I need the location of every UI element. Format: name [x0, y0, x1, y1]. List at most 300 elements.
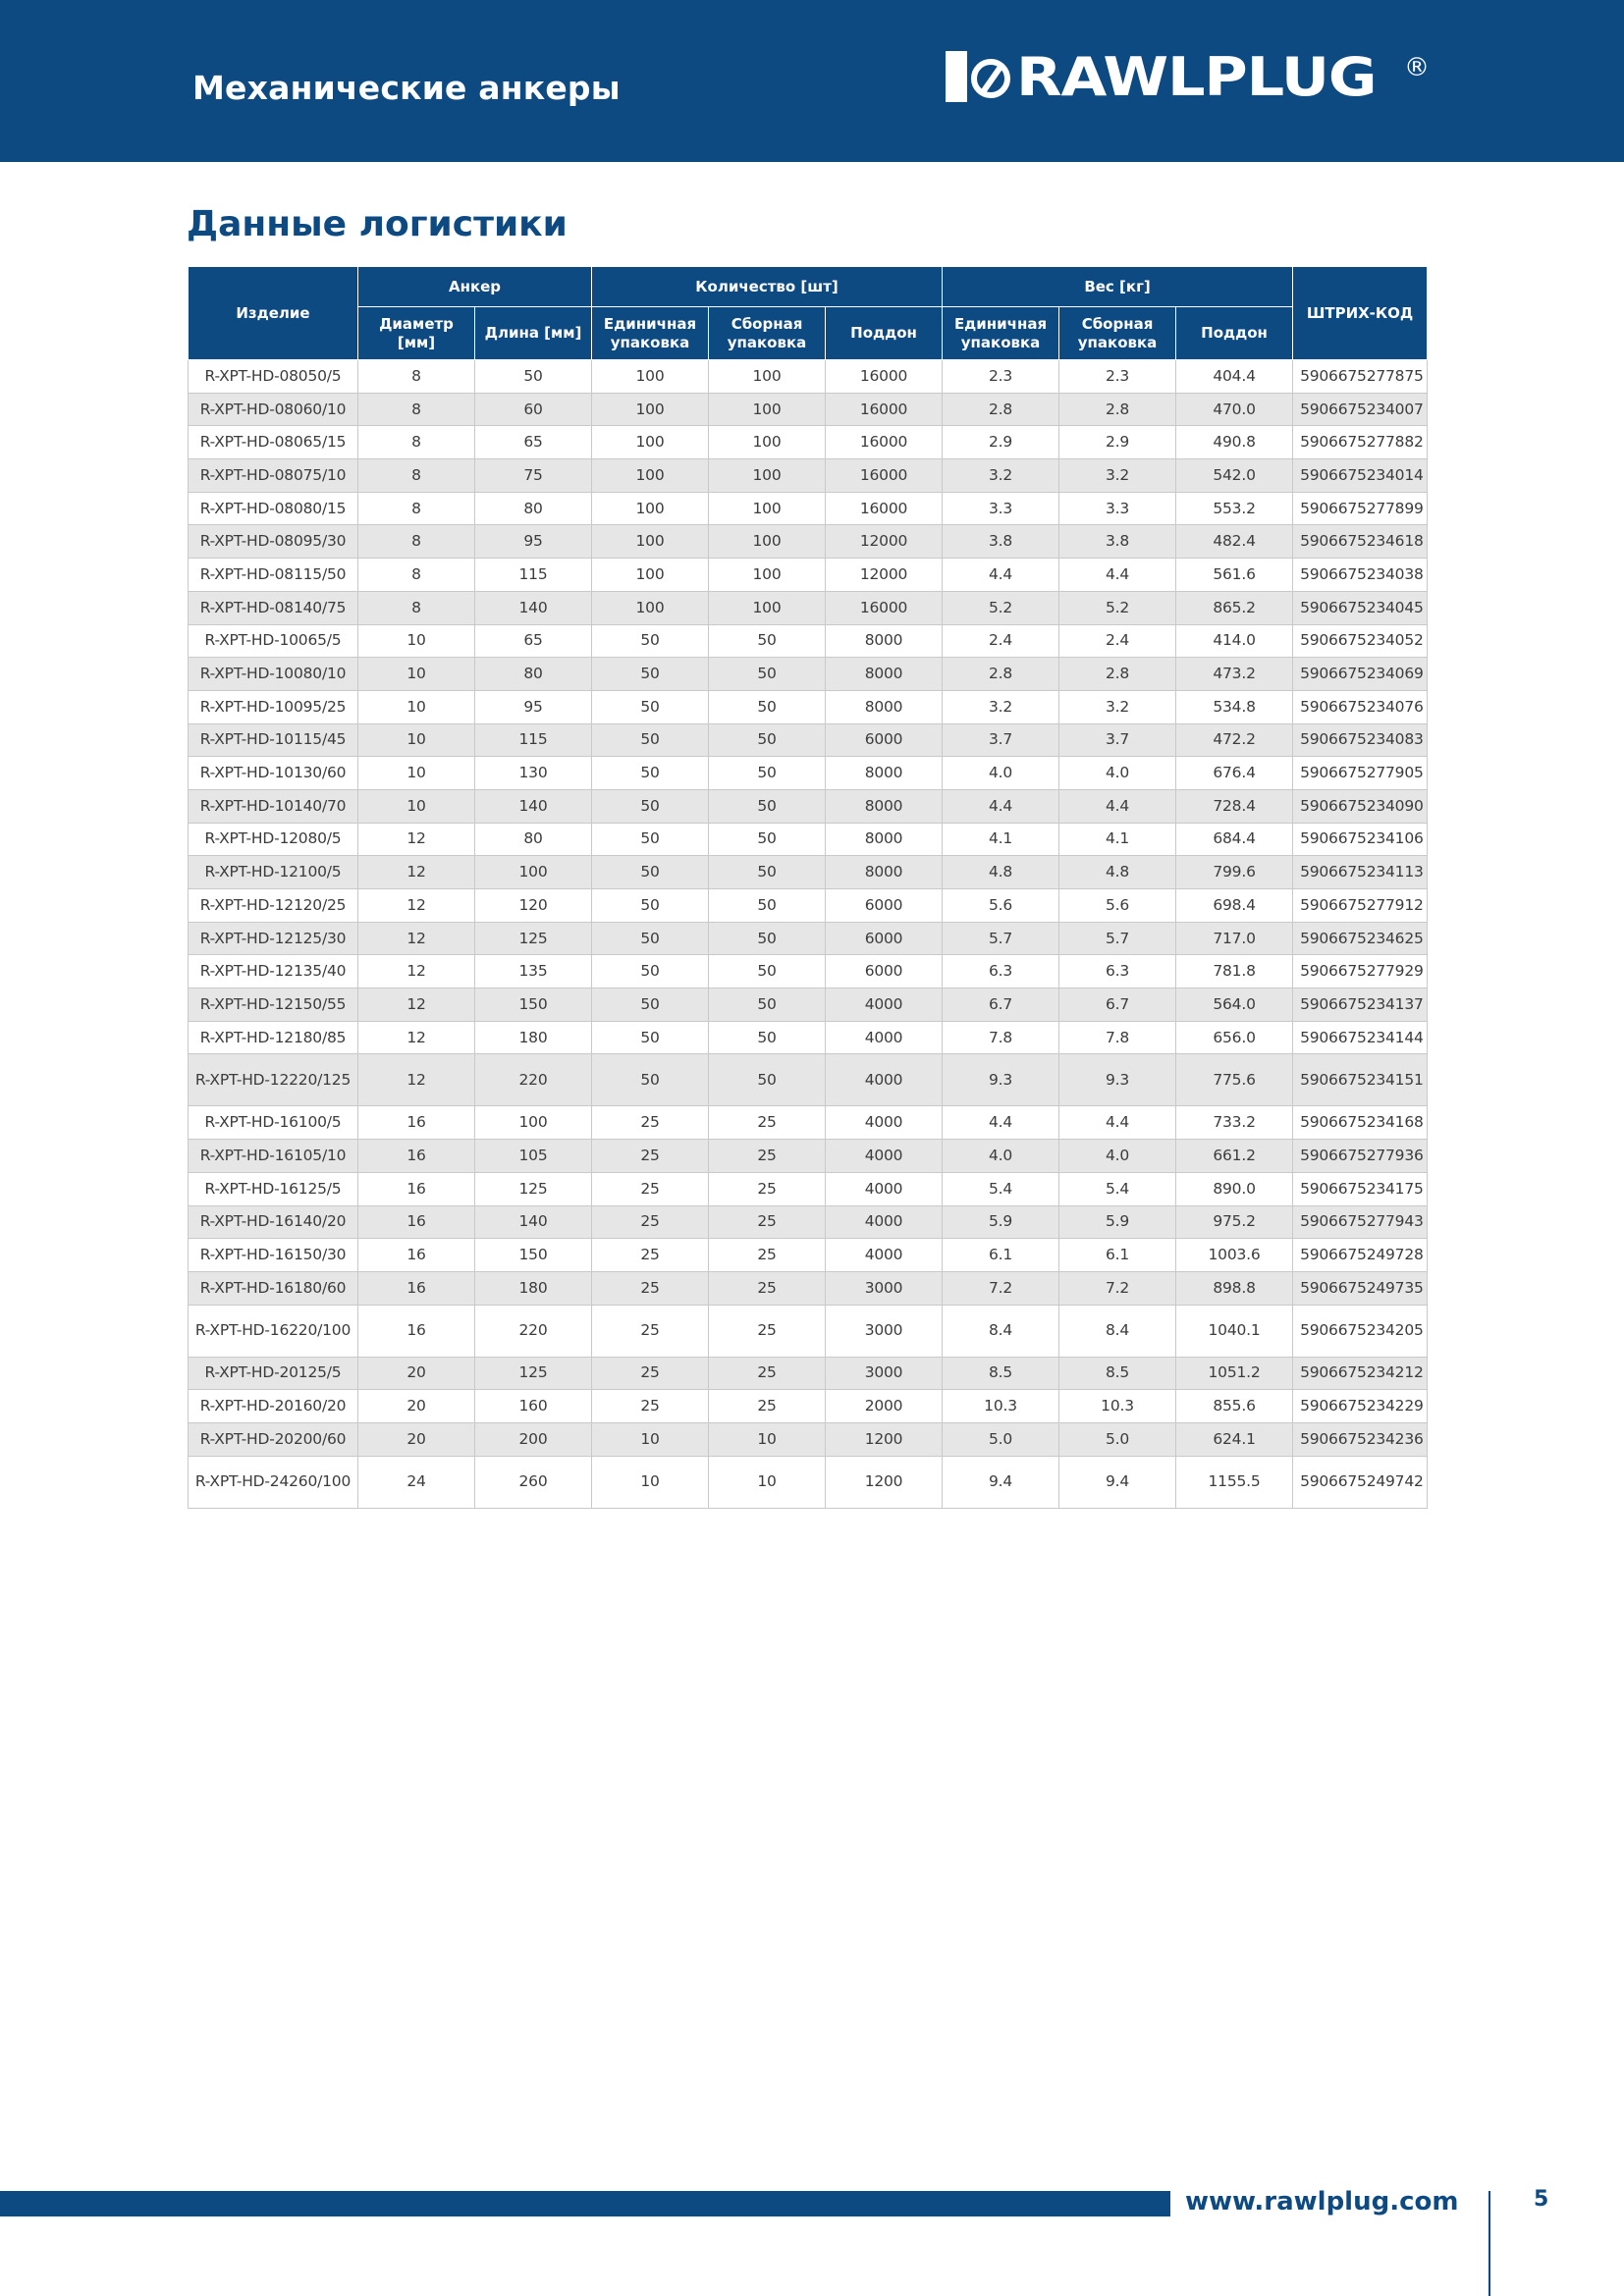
header-row-columns: [189, 307, 1428, 360]
barcode-cell: 5906675234090: [1293, 789, 1428, 823]
weight-unit-pack-cell: 5.6: [943, 889, 1059, 923]
qty-pallet-cell: 4000: [826, 1205, 943, 1239]
diameter-cell: 8: [358, 459, 475, 493]
weight-collective-pack-cell: 10.3: [1059, 1390, 1176, 1423]
qty-collective-pack-cell: 100: [709, 591, 826, 624]
product-cell: R-XPT-HD-16100/5: [189, 1106, 358, 1140]
weight-collective-pack-cell: 3.2: [1059, 690, 1176, 723]
weight-unit-pack-cell: 5.4: [943, 1172, 1059, 1205]
qty-unit-pack-cell: 100: [592, 426, 709, 459]
length-cell: 100: [475, 1106, 592, 1140]
table-row: [189, 823, 1428, 856]
length-cell: 160: [475, 1390, 592, 1423]
qty-unit-pack-cell: 25: [592, 1172, 709, 1205]
length-cell: 65: [475, 426, 592, 459]
qty-unit-pack-cell: 10: [592, 1456, 709, 1508]
product-cell: R-XPT-HD-10115/45: [189, 723, 358, 757]
qty-unit-pack-cell: 25: [592, 1205, 709, 1239]
qty-collective-pack-cell: 50: [709, 988, 826, 1022]
diameter-cell: 8: [358, 591, 475, 624]
qty-unit-pack-cell: 100: [592, 393, 709, 426]
length-cell: 95: [475, 525, 592, 559]
barcode-cell: 5906675234229: [1293, 1390, 1428, 1423]
weight-collective-pack-cell: 3.2: [1059, 459, 1176, 493]
qty-collective-pack-cell: 50: [709, 922, 826, 955]
barcode-cell: 5906675277899: [1293, 492, 1428, 525]
table-row: [189, 360, 1428, 394]
weight-pallet-cell: 564.0: [1176, 988, 1293, 1022]
weight-unit-pack-cell: 2.8: [943, 393, 1059, 426]
col-header-weight-unit-pack: Единичная упаковка: [943, 307, 1059, 360]
qty-unit-pack-cell: 25: [592, 1140, 709, 1173]
table-row: [189, 1021, 1428, 1054]
barcode-cell: 5906675234069: [1293, 658, 1428, 691]
product-cell: R-XPT-HD-08095/30: [189, 525, 358, 559]
weight-collective-pack-cell: 7.8: [1059, 1021, 1176, 1054]
header-band: [0, 0, 1624, 162]
qty-unit-pack-cell: 50: [592, 823, 709, 856]
table-row: [189, 459, 1428, 493]
qty-collective-pack-cell: 50: [709, 658, 826, 691]
length-cell: 140: [475, 789, 592, 823]
barcode-cell: 5906675234052: [1293, 624, 1428, 658]
qty-pallet-cell: 4000: [826, 1140, 943, 1173]
barcode-cell: 5906675234007: [1293, 393, 1428, 426]
weight-pallet-cell: 775.6: [1176, 1054, 1293, 1106]
qty-pallet-cell: 16000: [826, 459, 943, 493]
diameter-cell: 12: [358, 922, 475, 955]
weight-unit-pack-cell: 6.7: [943, 988, 1059, 1022]
weight-unit-pack-cell: 3.8: [943, 525, 1059, 559]
product-cell: R-XPT-HD-10095/25: [189, 690, 358, 723]
qty-pallet-cell: 8000: [826, 789, 943, 823]
product-cell: R-XPT-HD-08065/15: [189, 426, 358, 459]
weight-collective-pack-cell: 4.4: [1059, 789, 1176, 823]
weight-pallet-cell: 470.0: [1176, 393, 1293, 426]
weight-pallet-cell: 799.6: [1176, 856, 1293, 889]
logo-circle-icon: [971, 59, 1010, 98]
qty-unit-pack-cell: 25: [592, 1390, 709, 1423]
qty-collective-pack-cell: 50: [709, 723, 826, 757]
col-header-qty-pallet: Поддон: [826, 307, 943, 360]
weight-collective-pack-cell: 5.9: [1059, 1205, 1176, 1239]
col-header-product: Изделие: [189, 267, 358, 360]
table-row: [189, 658, 1428, 691]
diameter-cell: 8: [358, 393, 475, 426]
weight-unit-pack-cell: 8.4: [943, 1305, 1059, 1357]
length-cell: 75: [475, 459, 592, 493]
weight-pallet-cell: 698.4: [1176, 889, 1293, 923]
qty-pallet-cell: 12000: [826, 559, 943, 592]
weight-unit-pack-cell: 3.3: [943, 492, 1059, 525]
qty-pallet-cell: 4000: [826, 988, 943, 1022]
length-cell: 180: [475, 1271, 592, 1305]
col-group-quantity: Количество [шт]: [592, 267, 943, 307]
length-cell: 180: [475, 1021, 592, 1054]
weight-unit-pack-cell: 4.8: [943, 856, 1059, 889]
product-cell: R-XPT-HD-08060/10: [189, 393, 358, 426]
qty-unit-pack-cell: 25: [592, 1239, 709, 1272]
table-row: [189, 889, 1428, 923]
weight-collective-pack-cell: 9.4: [1059, 1456, 1176, 1508]
length-cell: 50: [475, 360, 592, 394]
barcode-cell: 5906675234045: [1293, 591, 1428, 624]
weight-collective-pack-cell: 6.7: [1059, 988, 1176, 1022]
barcode-cell: 5906675277875: [1293, 360, 1428, 394]
weight-collective-pack-cell: 3.3: [1059, 492, 1176, 525]
table-row: [189, 789, 1428, 823]
footer-website-link[interactable]: www.rawlplug.com: [1185, 2187, 1459, 2216]
table-row: [189, 1390, 1428, 1423]
qty-collective-pack-cell: 100: [709, 393, 826, 426]
qty-pallet-cell: 8000: [826, 658, 943, 691]
weight-unit-pack-cell: 9.3: [943, 1054, 1059, 1106]
weight-unit-pack-cell: 9.4: [943, 1456, 1059, 1508]
length-cell: 135: [475, 955, 592, 988]
weight-unit-pack-cell: 4.0: [943, 757, 1059, 790]
weight-pallet-cell: 684.4: [1176, 823, 1293, 856]
barcode-cell: 5906675234205: [1293, 1305, 1428, 1357]
weight-collective-pack-cell: 4.4: [1059, 1106, 1176, 1140]
barcode-cell: 5906675234625: [1293, 922, 1428, 955]
weight-pallet-cell: 975.2: [1176, 1205, 1293, 1239]
qty-collective-pack-cell: 100: [709, 426, 826, 459]
qty-unit-pack-cell: 100: [592, 525, 709, 559]
product-cell: R-XPT-HD-16220/100: [189, 1305, 358, 1357]
diameter-cell: 10: [358, 624, 475, 658]
weight-unit-pack-cell: 4.1: [943, 823, 1059, 856]
weight-collective-pack-cell: 4.4: [1059, 559, 1176, 592]
table-row: [189, 1239, 1428, 1272]
qty-collective-pack-cell: 100: [709, 360, 826, 394]
col-group-anchor: Анкер: [358, 267, 592, 307]
weight-collective-pack-cell: 3.8: [1059, 525, 1176, 559]
col-group-weight: Вес [кг]: [943, 267, 1293, 307]
qty-pallet-cell: 8000: [826, 624, 943, 658]
product-cell: R-XPT-HD-08140/75: [189, 591, 358, 624]
length-cell: 60: [475, 393, 592, 426]
product-cell: R-XPT-HD-20160/20: [189, 1390, 358, 1423]
table-row: [189, 757, 1428, 790]
table-row: [189, 1054, 1428, 1106]
length-cell: 125: [475, 1172, 592, 1205]
product-cell: R-XPT-HD-08050/5: [189, 360, 358, 394]
diameter-cell: 12: [358, 988, 475, 1022]
weight-unit-pack-cell: 4.0: [943, 1140, 1059, 1173]
col-header-barcode: ШТРИХ-КОД: [1293, 267, 1428, 360]
table-row: [189, 1422, 1428, 1456]
weight-unit-pack-cell: 7.2: [943, 1271, 1059, 1305]
qty-pallet-cell: 16000: [826, 492, 943, 525]
weight-pallet-cell: 414.0: [1176, 624, 1293, 658]
qty-pallet-cell: 3000: [826, 1271, 943, 1305]
weight-pallet-cell: 855.6: [1176, 1390, 1293, 1423]
qty-collective-pack-cell: 50: [709, 955, 826, 988]
qty-unit-pack-cell: 50: [592, 889, 709, 923]
table-row: [189, 426, 1428, 459]
qty-unit-pack-cell: 100: [592, 459, 709, 493]
length-cell: 140: [475, 591, 592, 624]
table-body: [189, 360, 1428, 1509]
weight-unit-pack-cell: 3.2: [943, 690, 1059, 723]
weight-pallet-cell: 676.4: [1176, 757, 1293, 790]
table-row: [189, 1205, 1428, 1239]
diameter-cell: 20: [358, 1357, 475, 1390]
length-cell: 220: [475, 1305, 592, 1357]
qty-collective-pack-cell: 50: [709, 856, 826, 889]
qty-collective-pack-cell: 25: [709, 1106, 826, 1140]
barcode-cell: 5906675234038: [1293, 559, 1428, 592]
length-cell: 140: [475, 1205, 592, 1239]
product-cell: R-XPT-HD-12220/125: [189, 1054, 358, 1106]
col-header-diameter: Диаметр [мм]: [358, 307, 475, 360]
qty-collective-pack-cell: 10: [709, 1456, 826, 1508]
qty-unit-pack-cell: 50: [592, 922, 709, 955]
diameter-cell: 16: [358, 1106, 475, 1140]
weight-pallet-cell: 534.8: [1176, 690, 1293, 723]
table-row: [189, 591, 1428, 624]
diameter-cell: 12: [358, 856, 475, 889]
weight-unit-pack-cell: 2.3: [943, 360, 1059, 394]
diameter-cell: 10: [358, 789, 475, 823]
barcode-cell: 5906675234236: [1293, 1422, 1428, 1456]
qty-unit-pack-cell: 50: [592, 624, 709, 658]
qty-collective-pack-cell: 25: [709, 1239, 826, 1272]
weight-unit-pack-cell: 5.7: [943, 922, 1059, 955]
barcode-cell: 5906675249728: [1293, 1239, 1428, 1272]
barcode-cell: 5906675234014: [1293, 459, 1428, 493]
diameter-cell: 16: [358, 1205, 475, 1239]
qty-pallet-cell: 12000: [826, 525, 943, 559]
weight-collective-pack-cell: 5.6: [1059, 889, 1176, 923]
diameter-cell: 16: [358, 1172, 475, 1205]
qty-unit-pack-cell: 25: [592, 1271, 709, 1305]
table-row: [189, 525, 1428, 559]
table-row: [189, 1357, 1428, 1390]
qty-unit-pack-cell: 50: [592, 789, 709, 823]
qty-collective-pack-cell: 100: [709, 525, 826, 559]
weight-unit-pack-cell: 6.3: [943, 955, 1059, 988]
diameter-cell: 12: [358, 1054, 475, 1106]
weight-pallet-cell: 661.2: [1176, 1140, 1293, 1173]
product-cell: R-XPT-HD-10140/70: [189, 789, 358, 823]
qty-unit-pack-cell: 50: [592, 988, 709, 1022]
qty-unit-pack-cell: 50: [592, 690, 709, 723]
product-cell: R-XPT-HD-12135/40: [189, 955, 358, 988]
weight-pallet-cell: 1003.6: [1176, 1239, 1293, 1272]
qty-pallet-cell: 6000: [826, 955, 943, 988]
qty-pallet-cell: 4000: [826, 1054, 943, 1106]
barcode-cell: 5906675277912: [1293, 889, 1428, 923]
length-cell: 130: [475, 757, 592, 790]
col-header-weight-pallet: Поддон: [1176, 307, 1293, 360]
table-row: [189, 922, 1428, 955]
qty-collective-pack-cell: 50: [709, 889, 826, 923]
qty-pallet-cell: 4000: [826, 1239, 943, 1272]
qty-collective-pack-cell: 50: [709, 1054, 826, 1106]
weight-unit-pack-cell: 4.4: [943, 1106, 1059, 1140]
qty-pallet-cell: 8000: [826, 690, 943, 723]
qty-pallet-cell: 16000: [826, 591, 943, 624]
weight-pallet-cell: 781.8: [1176, 955, 1293, 988]
qty-unit-pack-cell: 50: [592, 856, 709, 889]
barcode-cell: 5906675234151: [1293, 1054, 1428, 1106]
weight-pallet-cell: 890.0: [1176, 1172, 1293, 1205]
product-cell: R-XPT-HD-16105/10: [189, 1140, 358, 1173]
qty-collective-pack-cell: 100: [709, 459, 826, 493]
logo-bar-icon: [946, 51, 967, 102]
weight-pallet-cell: 404.4: [1176, 360, 1293, 394]
product-cell: R-XPT-HD-10065/5: [189, 624, 358, 658]
length-cell: 65: [475, 624, 592, 658]
weight-pallet-cell: 1155.5: [1176, 1456, 1293, 1508]
qty-collective-pack-cell: 25: [709, 1390, 826, 1423]
weight-collective-pack-cell: 2.8: [1059, 393, 1176, 426]
table-row: [189, 690, 1428, 723]
qty-unit-pack-cell: 25: [592, 1357, 709, 1390]
product-cell: R-XPT-HD-12180/85: [189, 1021, 358, 1054]
col-header-qty-collective-pack: Сборная упаковка: [709, 307, 826, 360]
diameter-cell: 16: [358, 1239, 475, 1272]
product-cell: R-XPT-HD-24260/100: [189, 1456, 358, 1508]
diameter-cell: 10: [358, 690, 475, 723]
weight-collective-pack-cell: 8.4: [1059, 1305, 1176, 1357]
barcode-cell: 5906675234113: [1293, 856, 1428, 889]
col-header-length: Длина [мм]: [475, 307, 592, 360]
weight-collective-pack-cell: 4.0: [1059, 1140, 1176, 1173]
length-cell: 125: [475, 1357, 592, 1390]
weight-pallet-cell: 1040.1: [1176, 1305, 1293, 1357]
product-cell: R-XPT-HD-08080/15: [189, 492, 358, 525]
barcode-cell: 5906675234106: [1293, 823, 1428, 856]
diameter-cell: 20: [358, 1390, 475, 1423]
logo-text: RAWLPLUG: [1016, 46, 1377, 108]
diameter-cell: 12: [358, 823, 475, 856]
qty-pallet-cell: 3000: [826, 1305, 943, 1357]
weight-collective-pack-cell: 5.2: [1059, 591, 1176, 624]
qty-collective-pack-cell: 50: [709, 1021, 826, 1054]
diameter-cell: 20: [358, 1422, 475, 1456]
length-cell: 120: [475, 889, 592, 923]
rawlplug-logo: [946, 46, 1377, 108]
weight-unit-pack-cell: 6.1: [943, 1239, 1059, 1272]
qty-unit-pack-cell: 50: [592, 658, 709, 691]
weight-pallet-cell: 553.2: [1176, 492, 1293, 525]
barcode-cell: 5906675277929: [1293, 955, 1428, 988]
weight-pallet-cell: 865.2: [1176, 591, 1293, 624]
weight-collective-pack-cell: 2.9: [1059, 426, 1176, 459]
length-cell: 100: [475, 856, 592, 889]
weight-pallet-cell: 542.0: [1176, 459, 1293, 493]
length-cell: 150: [475, 1239, 592, 1272]
weight-collective-pack-cell: 5.4: [1059, 1172, 1176, 1205]
weight-unit-pack-cell: 10.3: [943, 1390, 1059, 1423]
diameter-cell: 12: [358, 1021, 475, 1054]
qty-collective-pack-cell: 100: [709, 492, 826, 525]
weight-unit-pack-cell: 3.2: [943, 459, 1059, 493]
diameter-cell: 10: [358, 757, 475, 790]
barcode-cell: 5906675234083: [1293, 723, 1428, 757]
product-cell: R-XPT-HD-12150/55: [189, 988, 358, 1022]
barcode-cell: 5906675234212: [1293, 1357, 1428, 1390]
weight-collective-pack-cell: 4.0: [1059, 757, 1176, 790]
table-row: [189, 955, 1428, 988]
table-row: [189, 988, 1428, 1022]
diameter-cell: 10: [358, 658, 475, 691]
qty-unit-pack-cell: 100: [592, 492, 709, 525]
table-row: [189, 624, 1428, 658]
barcode-cell: 5906675277936: [1293, 1140, 1428, 1173]
qty-collective-pack-cell: 25: [709, 1140, 826, 1173]
length-cell: 115: [475, 723, 592, 757]
weight-pallet-cell: 898.8: [1176, 1271, 1293, 1305]
qty-pallet-cell: 6000: [826, 889, 943, 923]
product-cell: R-XPT-HD-16125/5: [189, 1172, 358, 1205]
page-header-title: Механические анкеры: [192, 69, 621, 107]
qty-unit-pack-cell: 25: [592, 1106, 709, 1140]
weight-unit-pack-cell: 4.4: [943, 789, 1059, 823]
weight-pallet-cell: 624.1: [1176, 1422, 1293, 1456]
qty-collective-pack-cell: 100: [709, 559, 826, 592]
weight-collective-pack-cell: 5.0: [1059, 1422, 1176, 1456]
length-cell: 95: [475, 690, 592, 723]
qty-unit-pack-cell: 50: [592, 757, 709, 790]
weight-unit-pack-cell: 2.9: [943, 426, 1059, 459]
product-cell: R-XPT-HD-12080/5: [189, 823, 358, 856]
footer-bar: [0, 2191, 1170, 2216]
weight-pallet-cell: 473.2: [1176, 658, 1293, 691]
product-cell: R-XPT-HD-20200/60: [189, 1422, 358, 1456]
length-cell: 200: [475, 1422, 592, 1456]
table-row: [189, 1305, 1428, 1357]
barcode-cell: 5906675234168: [1293, 1106, 1428, 1140]
product-cell: R-XPT-HD-16150/30: [189, 1239, 358, 1272]
barcode-cell: 5906675249742: [1293, 1456, 1428, 1508]
diameter-cell: 16: [358, 1140, 475, 1173]
table-row: [189, 1106, 1428, 1140]
weight-collective-pack-cell: 7.2: [1059, 1271, 1176, 1305]
weight-pallet-cell: 733.2: [1176, 1106, 1293, 1140]
length-cell: 150: [475, 988, 592, 1022]
barcode-cell: 5906675277882: [1293, 426, 1428, 459]
weight-collective-pack-cell: 2.4: [1059, 624, 1176, 658]
qty-collective-pack-cell: 25: [709, 1205, 826, 1239]
diameter-cell: 8: [358, 492, 475, 525]
length-cell: 80: [475, 492, 592, 525]
logistics-table: [188, 266, 1428, 1509]
product-cell: R-XPT-HD-10130/60: [189, 757, 358, 790]
weight-collective-pack-cell: 8.5: [1059, 1357, 1176, 1390]
product-cell: R-XPT-HD-20125/5: [189, 1357, 358, 1390]
qty-unit-pack-cell: 50: [592, 955, 709, 988]
weight-collective-pack-cell: 3.7: [1059, 723, 1176, 757]
qty-unit-pack-cell: 100: [592, 559, 709, 592]
qty-collective-pack-cell: 50: [709, 624, 826, 658]
diameter-cell: 24: [358, 1456, 475, 1508]
qty-unit-pack-cell: 50: [592, 1021, 709, 1054]
diameter-cell: 8: [358, 360, 475, 394]
qty-unit-pack-cell: 50: [592, 723, 709, 757]
qty-pallet-cell: 1200: [826, 1422, 943, 1456]
weight-collective-pack-cell: 2.3: [1059, 360, 1176, 394]
product-cell: R-XPT-HD-08075/10: [189, 459, 358, 493]
qty-pallet-cell: 4000: [826, 1021, 943, 1054]
diameter-cell: 16: [358, 1271, 475, 1305]
weight-pallet-cell: 728.4: [1176, 789, 1293, 823]
qty-unit-pack-cell: 50: [592, 1054, 709, 1106]
qty-collective-pack-cell: 25: [709, 1172, 826, 1205]
weight-collective-pack-cell: 5.7: [1059, 922, 1176, 955]
